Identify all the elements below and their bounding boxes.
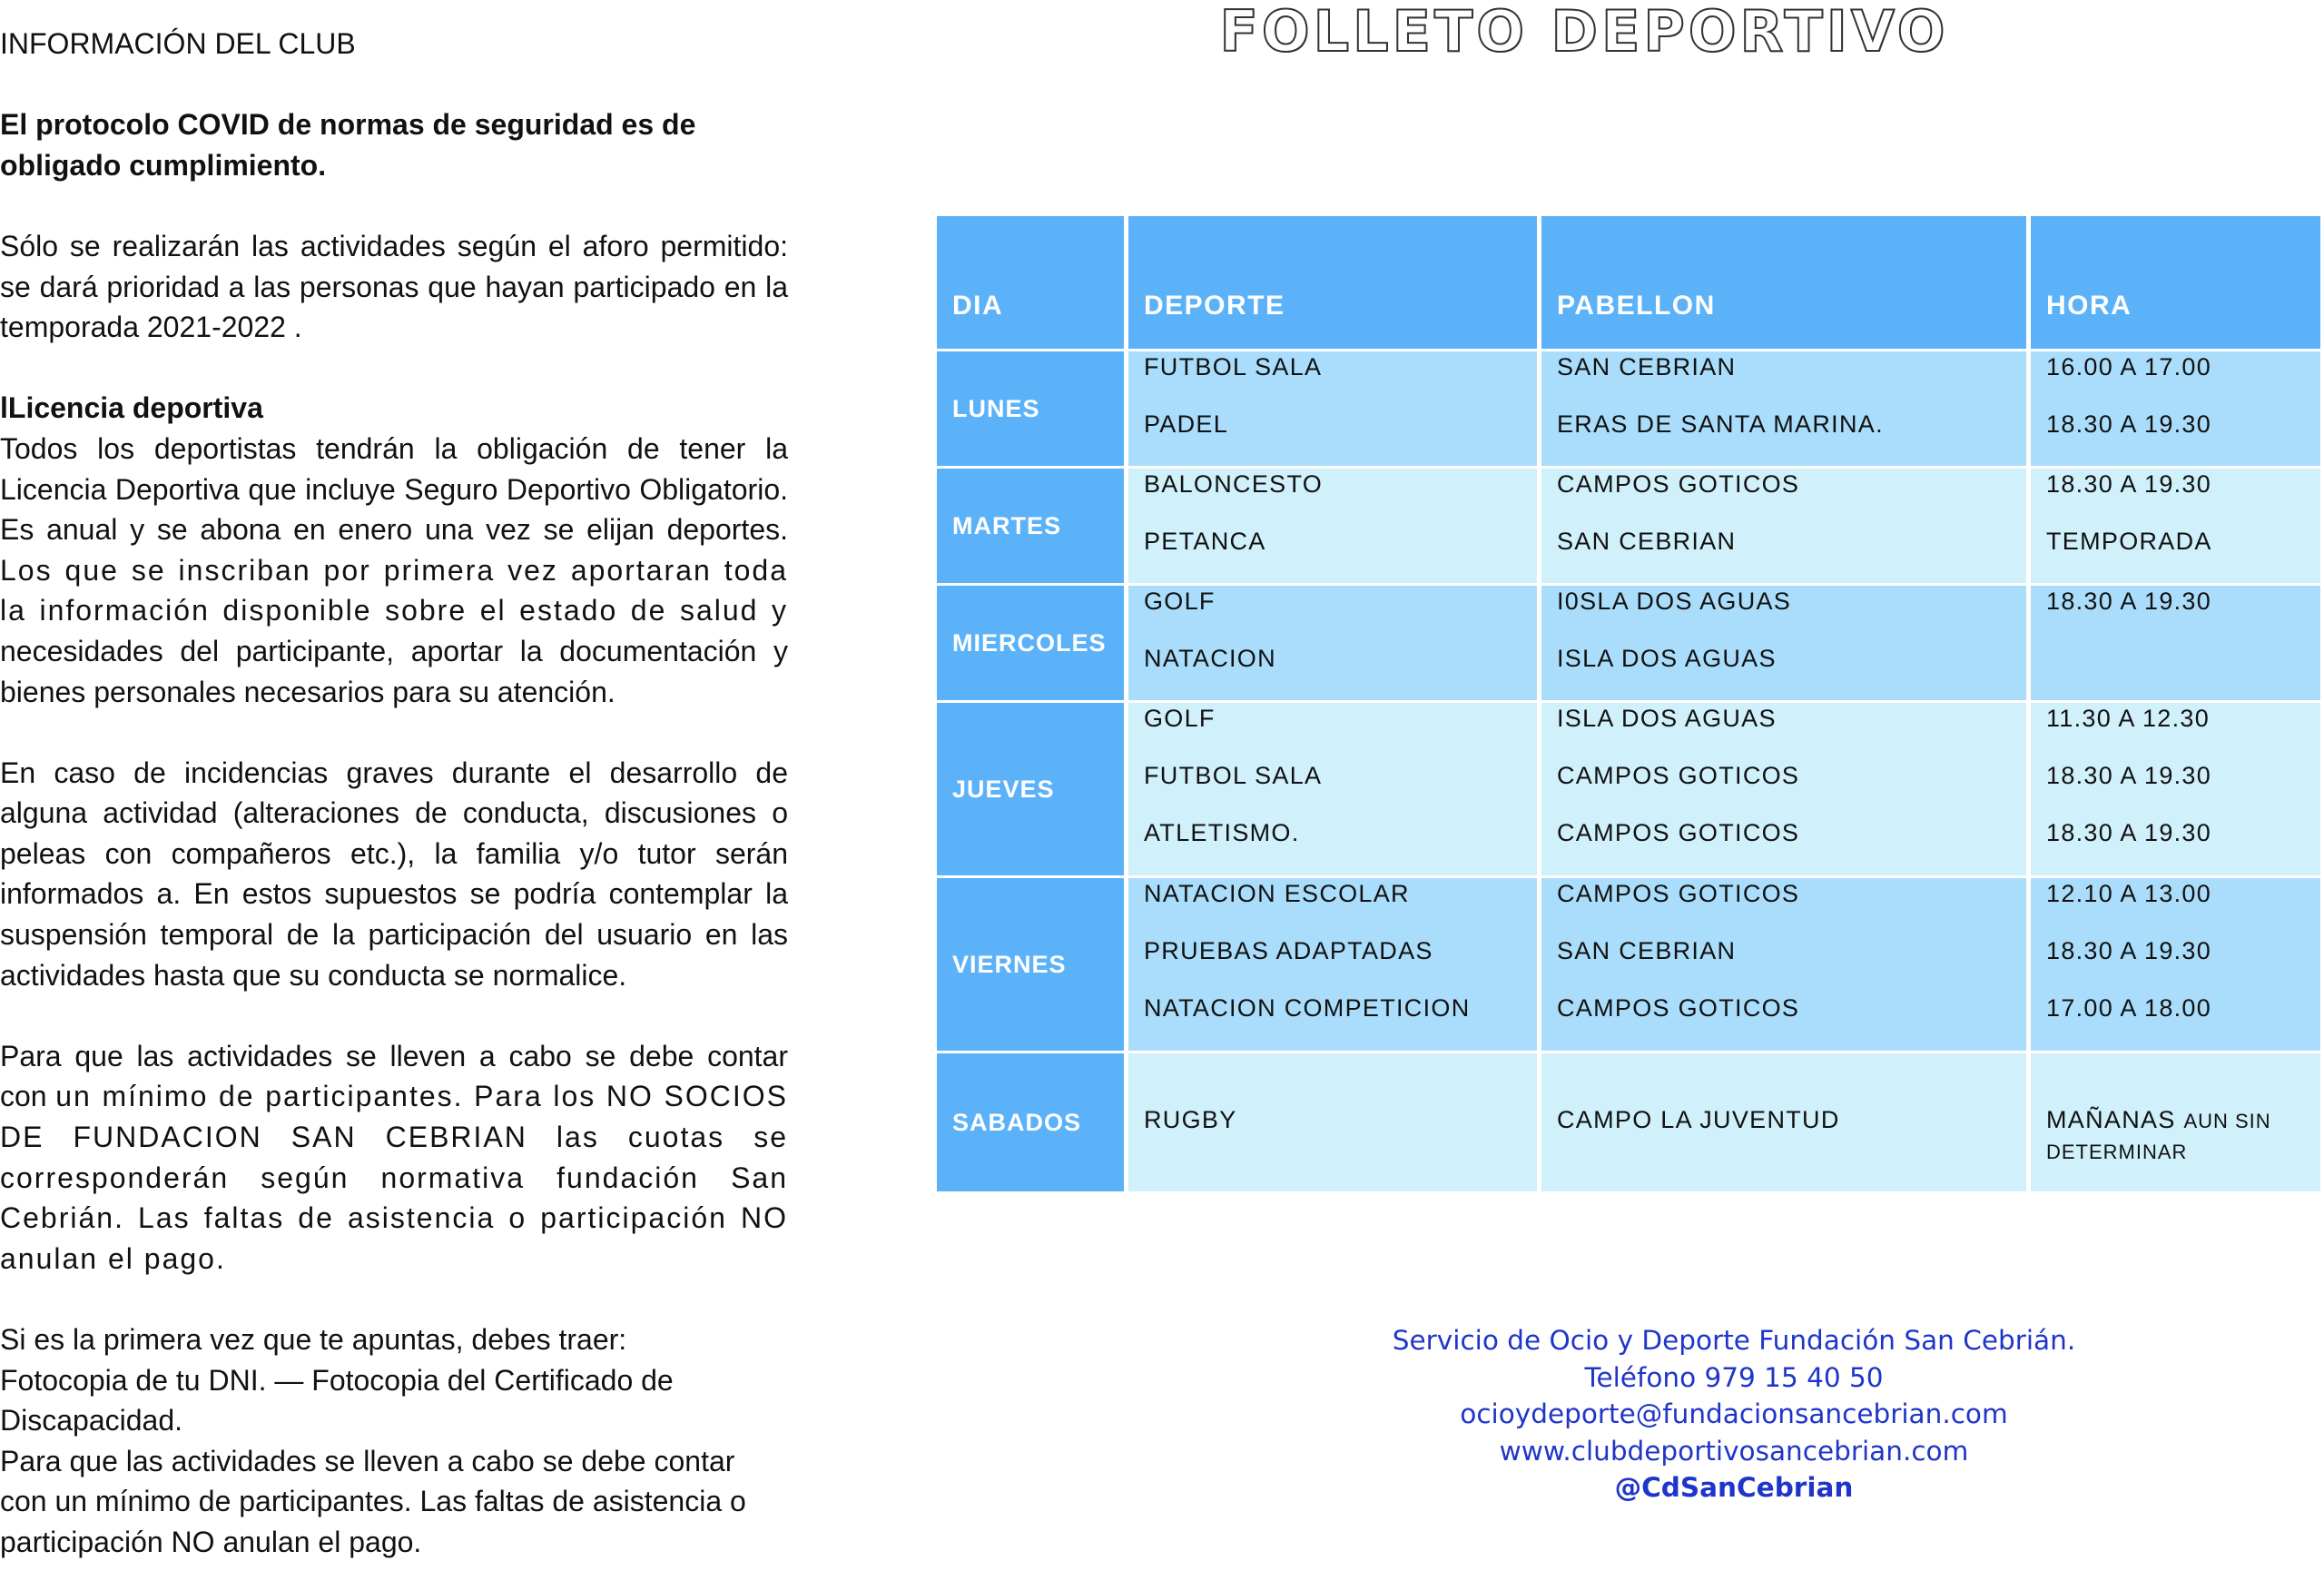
table-row-time: 18.30 A 19.30 xyxy=(2046,588,2212,615)
contact-social-handle[interactable]: @CdSanCebrian xyxy=(1614,1472,1854,1503)
table-row-time: 17.00 A 18.00 xyxy=(2046,994,2212,1022)
pabellon-cell xyxy=(1541,351,2026,466)
license-text-part-1: Todos los deportistas tendrán la obligación de tener la Licencia Deportiva que incluye Seguro Deportivo Obligatorio. Es anual y se abona en enero una vez se elijan deportes. xyxy=(0,431,788,547)
deporte-cell xyxy=(1128,586,1537,700)
contact-phone[interactable]: Teléfono 979 15 40 50 xyxy=(1584,1361,1884,1393)
minimum-participants-part-2: un mínimo de participantes. Para los NO SOCIOS DE FUNDACION SAN CEBRIAN las cuotas se corresponderán según normativa fundación San Cebrián. Las faltas de asistencia o participación NO anulan el pago. xyxy=(0,1080,789,1275)
hora-cell xyxy=(2031,878,2320,1051)
pabellon-cell xyxy=(1541,469,2026,583)
table-row-sport: NATACION ESCOLAR xyxy=(1144,880,1410,907)
header-deporte: DEPORTE xyxy=(1128,216,1537,349)
header-hora: HORA xyxy=(2031,216,2320,349)
first-time-requirements xyxy=(0,1319,788,1563)
table-row-sport: FUTBOL SALA xyxy=(1144,353,1323,380)
day-group-martes xyxy=(937,469,2320,583)
header-dia: DIA xyxy=(937,216,1124,349)
documents-list: Fotocopia de tu DNI. — Fotocopia del Certificado de Discapacidad. xyxy=(0,1363,674,1438)
table-row-sport: ATLETISMO. xyxy=(1144,819,1300,846)
table-row-time: 18.30 A 19.30 xyxy=(2046,819,2212,846)
table-row-venue: ERAS DE SANTA MARINA. xyxy=(1557,410,1884,438)
table-row-venue: CAMPOS GOTICOS xyxy=(1557,762,1800,789)
table-row-venue: CAMPOS GOTICOS xyxy=(1557,470,1800,498)
table-row-time xyxy=(2046,1106,2271,1134)
table-row-venue: CAMPOS GOTICOS xyxy=(1557,819,1800,846)
time-note-second-line: DETERMINAR xyxy=(2046,1141,2188,1163)
table-row-sport: NATACION xyxy=(1144,645,1276,672)
day-cell: SABADOS xyxy=(937,1053,1124,1191)
table-row-sport: GOLF xyxy=(1144,705,1216,732)
license-text-part-2: Los que se inscriban por primera vez aportaran toda la información disponible sobre el estado de salud y xyxy=(0,553,788,627)
table-row-time: TEMPORADA xyxy=(2046,528,2212,555)
table-row-venue: I0SLA DOS AGUAS xyxy=(1557,588,1792,615)
day-group-sabados xyxy=(937,1053,2320,1191)
table-row-venue: SAN CEBRIAN xyxy=(1557,937,1737,964)
header-pabellon: PABELLON xyxy=(1541,216,2026,349)
table-row-venue: CAMPOS GOTICOS xyxy=(1557,880,1800,907)
table-row-venue: CAMPO LA JUVENTUD xyxy=(1557,1106,1840,1133)
table-row-time: 18.30 A 19.30 xyxy=(2046,937,2212,964)
table-row-venue: ISLA DOS AGUAS xyxy=(1557,705,1777,732)
hora-cell xyxy=(2031,1053,2320,1191)
table-row-time: 18.30 A 19.30 xyxy=(2046,470,2212,498)
deporte-cell xyxy=(1128,703,1537,875)
table-row-sport: FUTBOL SALA xyxy=(1144,762,1323,789)
brochure-title: FOLLETO DEPORTIVO xyxy=(1219,0,1949,64)
day-group-lunes xyxy=(937,351,2320,466)
first-time-heading: Si es la primera vez que te apuntas, debes traer: xyxy=(0,1323,627,1356)
table-row-venue: ISLA DOS AGUAS xyxy=(1557,645,1777,672)
hora-cell xyxy=(2031,703,2320,875)
table-row-sport: PETANCA xyxy=(1144,528,1266,555)
capacity-notice: Sólo se realizarán las actividades según el aforo permitido: se dará prioridad a las personas que hayan participado en la temporada 2021-2022 . xyxy=(0,229,788,344)
table-row-time: 12.10 A 13.00 xyxy=(2046,880,2212,907)
contact-email-link[interactable]: ocioydeporte@fundacionsancebrian.com xyxy=(1460,1398,2008,1429)
minimum-participants-part-1: Para que las actividades se lleven a cabo se debe contar con xyxy=(0,1039,788,1113)
hora-cell xyxy=(2031,586,2320,700)
attendance-notice: Para que las actividades se lleven a cabo se debe contar con un mínimo de participantes. Las faltas de asistencia o participación NO anulan el pago. xyxy=(0,1444,746,1558)
hora-cell xyxy=(2031,469,2320,583)
day-group-miercoles xyxy=(937,586,2320,700)
table-row-time: 11.30 A 12.30 xyxy=(2046,705,2211,732)
deporte-cell xyxy=(1128,1053,1537,1191)
table-row-time: 16.00 A 17.00 xyxy=(2046,353,2212,380)
table-row-venue: SAN CEBRIAN xyxy=(1557,528,1737,555)
table-row-venue: CAMPOS GOTICOS xyxy=(1557,994,1800,1022)
contact-service-name: Servicio de Ocio y Deporte Fundación San Cebrián. xyxy=(1392,1325,2076,1356)
table-row-venue: SAN CEBRIAN xyxy=(1557,353,1737,380)
table-row-sport: NATACION COMPETICION xyxy=(1144,994,1471,1022)
day-cell: JUEVES xyxy=(937,703,1124,875)
day-cell: LUNES xyxy=(937,351,1124,466)
club-info-column xyxy=(0,24,788,1563)
day-cell: MARTES xyxy=(937,469,1124,583)
time-note: AUN SIN xyxy=(2183,1110,2271,1132)
pabellon-cell xyxy=(1541,1053,2026,1191)
license-text xyxy=(0,429,788,712)
time-main: MAÑANAS xyxy=(2046,1106,2176,1133)
table-row-sport: PADEL xyxy=(1144,410,1229,438)
covid-protocol-notice: El protocolo COVID de normas de seguridad es de obligado cumplimiento. xyxy=(0,108,696,182)
table-row-sport: RUGBY xyxy=(1144,1106,1237,1133)
day-group-jueves xyxy=(937,703,2320,875)
day-group-viernes xyxy=(937,878,2320,1051)
incidents-notice: En caso de incidencias graves durante el desarrollo de alguna actividad (alteraciones de conducta, discusiones o peleas con compañeros etc.), la familia y/o tutor serán informados a. En estos supuestos se podría contemplar la suspensión temporal de la participación del usuario en las actividades hasta que su conducta se normalice. xyxy=(0,756,788,992)
pabellon-cell xyxy=(1541,878,2026,1051)
license-text-part-3: necesidades del participante, aportar la documentación y bienes personales necesarios para su atención. xyxy=(0,634,788,708)
table-row-sport: GOLF xyxy=(1144,588,1216,615)
day-cell: MIERCOLES xyxy=(937,586,1124,700)
minimum-participants-notice xyxy=(0,1036,788,1280)
day-cell: VIERNES xyxy=(937,878,1124,1051)
license-heading: lLicencia deportiva xyxy=(0,391,263,425)
hora-cell xyxy=(2031,351,2320,466)
table-header-row xyxy=(937,216,2320,349)
table-row-sport: PRUEBAS ADAPTADAS xyxy=(1144,937,1433,964)
deporte-cell xyxy=(1128,878,1537,1051)
contact-website-link[interactable]: www.clubdeportivosancebrian.com xyxy=(1499,1435,1969,1467)
table-row-time: 18.30 A 19.30 xyxy=(2046,762,2212,789)
table-row-sport: BALONCESTO xyxy=(1144,470,1324,498)
contact-block xyxy=(1321,1322,2147,1507)
deporte-cell xyxy=(1128,351,1537,466)
schedule-table xyxy=(937,216,2320,1191)
club-info-heading: INFORMACIÓN DEL CLUB xyxy=(0,27,356,60)
deporte-cell xyxy=(1128,469,1537,583)
pabellon-cell xyxy=(1541,703,2026,875)
pabellon-cell xyxy=(1541,586,2026,700)
table-row-time: 18.30 A 19.30 xyxy=(2046,410,2212,438)
